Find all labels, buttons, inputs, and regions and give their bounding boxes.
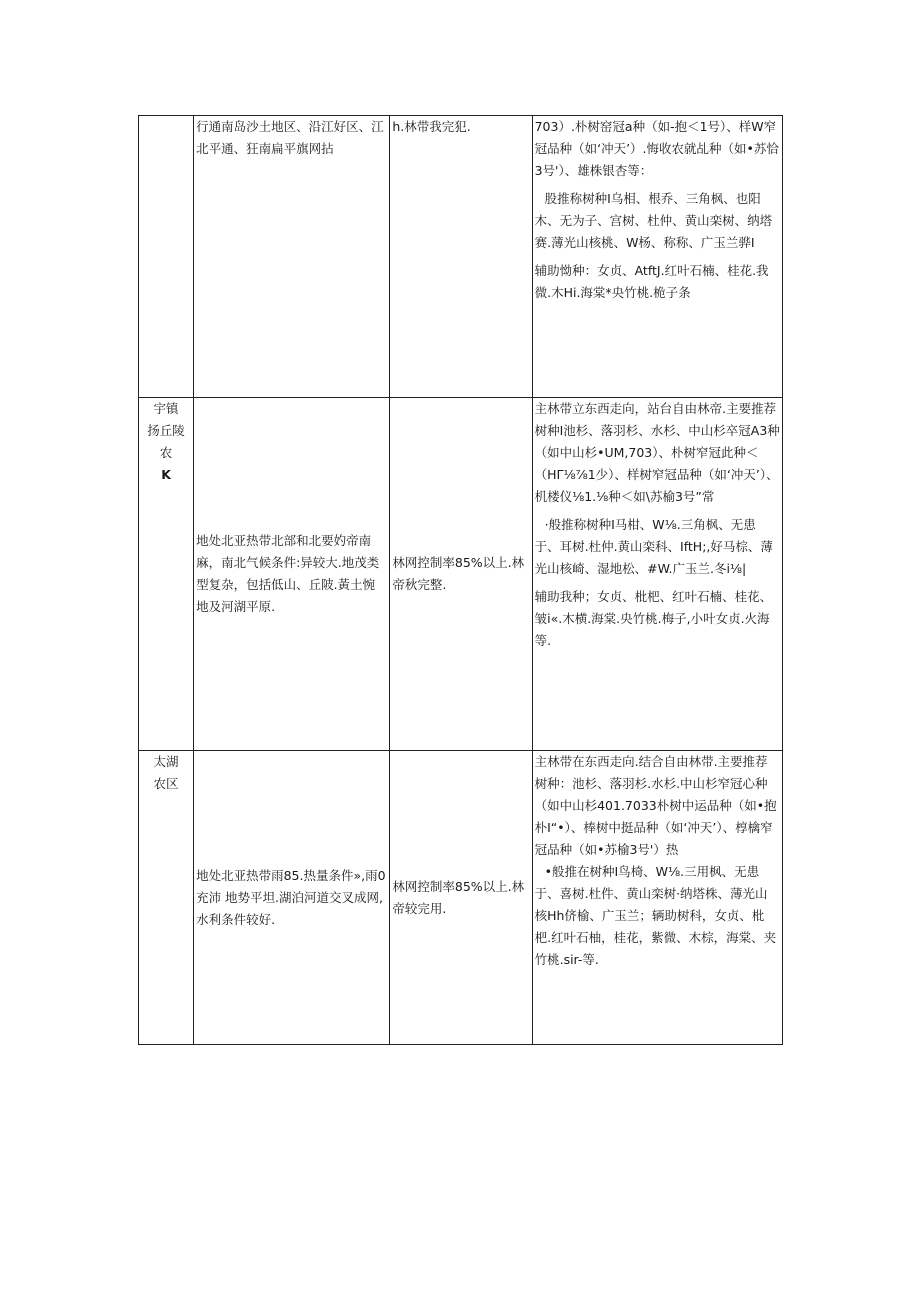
conditions-text: 地处北亚热带北部和北要妁帝南麻，南北气候条件:异较大.地茂类型复杂，包括低山、丘陂.黃土惋地及河湖平原. <box>196 533 380 614</box>
target-text: 林网控制率85%以上.林帝秋完整. <box>392 555 525 592</box>
target-cell <box>390 398 532 751</box>
region-label: 扬丘陵 <box>147 423 185 438</box>
species-paragraph: 股推称树种I乌相、根乔、三角枫、也阳木、无为子、宫树、杜仲、黄山栾树、纳塔赛.薄光山核桃、W杨、称称、广玉兰骅I <box>534 191 773 250</box>
region-label: K <box>161 467 171 482</box>
species-paragraph: ·般推称树种I马柑、W⅛.三角枫、无患于、耳树.杜仲.黄山栾科、IftH;,好马棕、薄光山核崎、湿地松、#W.广玉兰.冬i⅛| <box>534 517 773 576</box>
species-paragraph: 703）.朴树窑冠a种（如-抱＜1号）、样W窄冠品种（如‘冲天’）.悔收农就乩种（如•苏恰3号'）、雄株银杏等： <box>534 119 779 178</box>
region-cell <box>139 116 194 398</box>
species-paragraph: 辅助我种；女贞、枇杷、红叶石楠、桂花、皱i«.木横.海棠.央竹桃.梅子,小叶女贞.火海等. <box>534 589 773 648</box>
conditions-text: 行通南岛沙土地区、沿江好区、江北平通、狂南扁平旗网拈 <box>196 119 384 156</box>
region-label: 太湖 <box>153 754 179 769</box>
species-paragraph: 辅助怮种：女贞、AtftJ.红叶石楠、桂花.我微.木Hi.海棠*央竹桃.桅子条 <box>534 263 769 300</box>
region-cell <box>139 398 194 751</box>
species-paragraph: 主林带立东西走向，站台自由林帝.主要推荐树种I池杉、落羽杉、水杉、中山杉卒冠A3种（如中山杉•UM,703）、朴树窄冠此种＜（HΓ⅛⅞1少）、样树窄冠品种（如‘冲天’）、机楼仪⅛1.⅛种＜如\苏榆3号”常 <box>534 401 780 504</box>
species-cell <box>532 398 782 751</box>
table-row <box>139 398 783 751</box>
species-cell <box>532 751 782 1045</box>
table-row <box>139 751 783 1045</box>
conditions-cell <box>194 751 390 1045</box>
conditions-text: 地处北亚热带雨85.热量条件»,雨0充沛 地势平坦.湖泊河道交叉成网,水利条件较好. <box>196 867 386 927</box>
conditions-cell <box>194 398 390 751</box>
region-cell <box>139 751 194 1045</box>
forest-belt-table <box>138 115 783 1045</box>
conditions-cell <box>194 116 390 398</box>
region-label: 农 <box>159 445 173 460</box>
region-label: 宇镇 <box>153 401 179 416</box>
target-text: h.林带我完犯. <box>392 119 471 134</box>
target-text: 林网控制率85%以上.林帝较完用. <box>392 878 525 916</box>
target-cell <box>390 751 532 1045</box>
species-paragraph: 主林带在东西走向.结合自由林带.主要推荐树种：池杉、落羽杉.水杉.中山杉窄冠心种（如中山杉401.7033朴树中运品种（如•抱朴I“•）、棒树中挺品种（如‘冲天’）、椁檎窄冠品种（如•苏榆3号'）热 <box>534 754 777 857</box>
table-row <box>139 116 783 398</box>
target-cell <box>390 116 532 398</box>
region-label: 农区 <box>153 776 179 791</box>
species-cell <box>532 116 782 398</box>
species-paragraph: •般推在树种I鸟椅、W⅛.三用枫、无患于、喜树.杜件、黄山栾树·纳塔株、薄光山核Hh侪榆、广玉兰；辆助树科，女贞、枇杷.红叶石柚，桂花，紫微、木棕，海棠、夹竹桃.sir-等. <box>534 864 777 967</box>
